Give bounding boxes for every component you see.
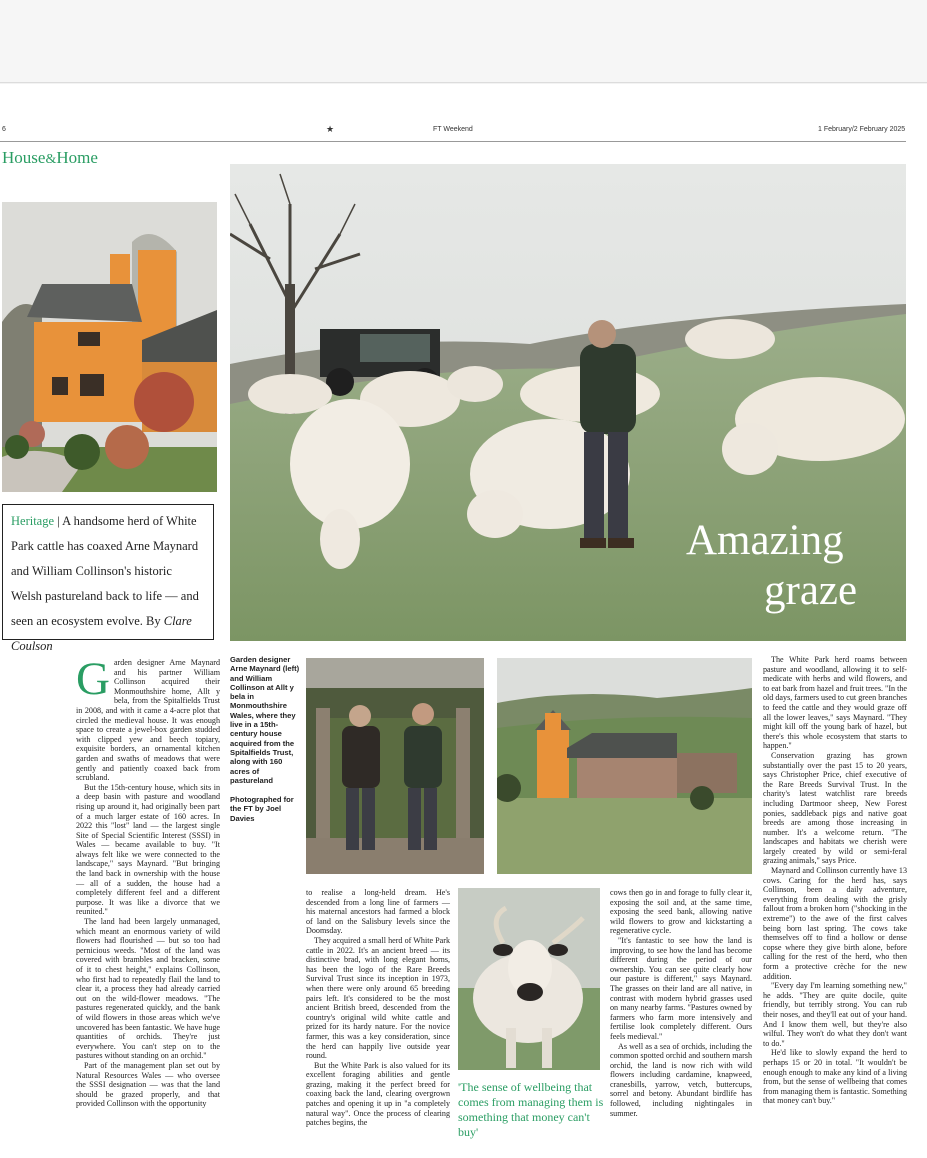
standfirst-separator: | <box>54 514 63 528</box>
paragraph: to realise a long-held dream. He's descended from a long line of farmers — his maternal ancestors had farmed a block of land on the Salisbury levels since the Doomsday. <box>306 888 450 936</box>
star-icon: ★ <box>326 124 335 134</box>
caption-text: Garden designer Arne Maynard (left) and William Collinson at Allt y bela in Monmouthshire Wales, where they live in a 15th-century house acquired from the Spitalfields Trust, along with 160 acres of pastureland <box>230 655 300 785</box>
paragraph: cows then go in and forage to fully clear it, exposing the soil and, at the same time, exposing the seed bank, allowing native wild flowers to grow and kickstarting a regenerative cycle. <box>610 888 752 936</box>
page-number: 6 <box>2 126 6 133</box>
headline-line-1: Amazing <box>686 517 844 564</box>
paragraph: The White Park herd roams between pasture and woodland, allowing it to self-medicate with herbs and wild flowers, and to eat bark from hazel and fruit trees. "In the old days, farmers used to cut green branches to feed the cattle and they would graze off all the lower leaves," says Maynard. "They might kill off the young bark of hazel, but there's this whole ecosystem that starts to happen." <box>763 655 907 751</box>
paragraph: They acquired a small herd of White Park cattle in 2022. It's an ancient breed — its distinctive brad, with long elegant horns, has been the logo of the Rare Breeds Survival Trust since its inception in 1973, when there were only around 65 breeding pairs left. It's considered to be the most ancient British breed, descended from the country's original wild white cattle and prized for its hardy nature. For the novice farmer, this was a key consideration, since the herd can happily live outside year round. <box>306 935 450 1061</box>
issue-date: 1 February/2 February 2025 <box>818 126 906 133</box>
paragraph: As well as a sea of orchids, including the common spotted orchid and southern marsh orchid, the land is now rich with wild flowers including cardamine, knapweed, cranesbills, yarrow, vetch, buttercups, sorrel and betony. Abundant birdlife has followed, including nightingales in summer. <box>610 1041 752 1118</box>
body-column-3 <box>610 888 752 1118</box>
folio-rule <box>0 141 906 142</box>
cow-portrait-photo <box>458 888 600 1070</box>
author-byline: Clare Coulson <box>11 614 192 653</box>
drop-cap: G <box>76 653 110 705</box>
publication-name: FT Weekend <box>433 126 473 133</box>
paragraph: Part of the management plan set out by Natural Resources Wales — who oversee the SSSI designation — was that the land should be grazed properly, and that provided Collinson with the opportunity <box>76 1060 220 1109</box>
paragraph: Maynard and Collinson currently have 13 cows. Caring for the herd has, says Collinson, been a daily adventure, everything from dealing with the grisly fallout from a broken horn ("shocking in the extreme") to the awe of the first calves being born last spring. The cows take themselves off to find a hollow or dense copse where they give birth alone, before calling for the rest of the herd, who then form a protective crèche for the new addition. <box>763 866 907 981</box>
photo-caption <box>230 655 300 823</box>
landscape-photo <box>497 658 752 874</box>
paragraph: But the 15th-century house, which sits in a deep basin with pasture and woodland rising up around it, had originally been part of a much larger estate of 160 acres. In 2022 this "lost" land — the largest single Site of Special Scientific Interest (SSSI) in Wales — became available to buy. "It always felt like we were connected to the landscape," says Maynard. "But bringing the land back in ownership with the house — all of a sudden, the house had a completely different feel and a different purpose. It was like a divorce that we reunited." <box>76 782 220 917</box>
paragraph: The land had been largely unmanaged, which meant an enormous variety of wild flowers had flourished — but so too had pernicious weeds. "Most of the land was covered with brambles and bracken, some of it to chest height," explains Collinson, who first had to repeatedly flail the land to clear it, a process they had already carried out on the wild-flower meadows. "The pastures regenerated quickly, and the bank of wild flowers in those areas which we've uncovered has been fantastic. We have huge quantities of orchids. They're just everywhere. You can't step on to the pastures without standing on an orchid." <box>76 917 220 1061</box>
headline <box>686 516 886 616</box>
body-column-4 <box>763 655 907 1106</box>
house-photo <box>2 202 217 492</box>
standfirst-text: A handsome herd of White Park cattle has coaxed Arne Maynard and William Collinson's historic Welsh pastureland back to life — and seen an ecosystem evolve. By <box>11 514 199 628</box>
body-column-1 <box>76 653 220 1109</box>
standfirst-box <box>2 504 214 653</box>
paragraph: arden designer Arne Maynard and his partner William Collinson acquired their Monmouthshire home, Allt y bela, from the Spitalfields Trust in 2008, and with it came a 4-acre plot that circled the medieval house. It was enough space to create a jewel-box garden studded with clipped yew and beech topiary, exquisite borders, an ornamental kitchen garden and swaths of meadows that were gently and patiently coaxed back from scrubland. <box>76 658 220 783</box>
paragraph: But the White Park is also valued for its excellent foraging abilities and gentle grazing, making it the perfect breed for coaxing back the land, clearing overgrown patches and opening it up in "a completely natural way". Once the process of clearing patches begins, the <box>306 1060 450 1128</box>
standfirst-kicker: Heritage <box>11 514 55 528</box>
paragraph: "It's fantastic to see how the land is improving, to see how the land has become different during the period of our ownership. You can see quite clearly how our pasture is different," says Maynard. The grasses on their land are all native, in contrast with modern hybrid grasses used on many nearby farms. "Pastures owned by farmers who farm more intensively and fertilise look completely different. Ours feels medieval." <box>610 935 752 1041</box>
viewer-top-bar <box>0 0 927 83</box>
paragraph: He'd like to slowly expand the herd to perhaps 15 or 20 in total. "It wouldn't be enough enough to make any kind of a living from, but the sense of wellbeing that comes from managing them is fantastic. Something that money can't buy." <box>763 1048 907 1106</box>
section-title: House&Home <box>2 148 98 167</box>
headline-line-2: graze <box>764 567 858 614</box>
couple-photo <box>306 658 484 874</box>
body-column-2 <box>306 888 450 1128</box>
paragraph: "Every day I'm learning something new," he adds. "They are quite docile, quite friendly, but terribly strong. You can rub their noses, and they'll eat out of your hand. And I know them well, but they're also wilful. They won't do what they don't want to do." <box>763 981 907 1048</box>
pull-quote: 'The sense of wellbeing that comes from managing them is something that money can't buy' <box>458 1080 604 1139</box>
photo-credit: Photographed for the FT by Joel Davies <box>230 795 294 823</box>
paragraph: Conservation grazing has grown substantially over the past 15 to 20 years, says Christopher Price, chief executive of the Rare Breeds Survival Trust. In the charity's latest watchlist rare breeds including Dartmoor sheep, New Forest ponies, saddleback pigs and native goat breeds are among those increasing in number. It's a welcome return. "The landscapes and habitats we cherish were largely created by wild or semi-feral grazing animals," says Price. <box>763 750 907 866</box>
